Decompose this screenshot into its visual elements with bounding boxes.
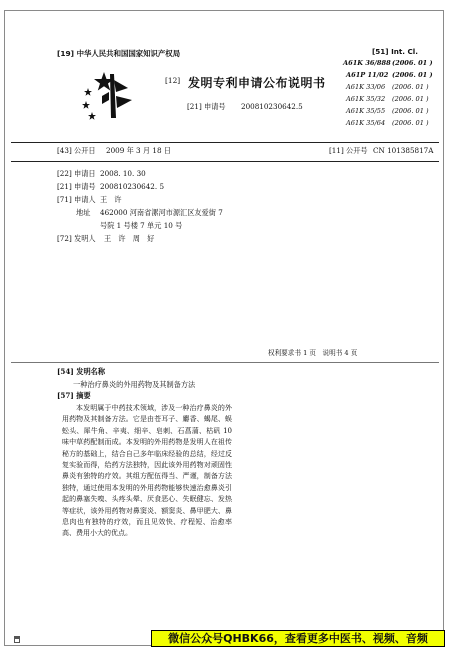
ipc-label: [51] Int. Cl. (372, 47, 419, 56)
ipc-code: A61K 35/64 (346, 119, 386, 127)
ipc-date: (2006. 01 ) (392, 59, 433, 67)
abstract-label: [57] 摘要 (57, 391, 91, 400)
applicant-label: [71] 申请人 (57, 195, 96, 204)
ipc-code: A61K 36/888 (343, 59, 391, 67)
address-label: 地址 (76, 208, 91, 217)
national-emblem-icon (76, 70, 140, 120)
page-count-note: 权利要求书 1 页 说明书 4 页 (268, 349, 358, 357)
ipc-date: (2006. 01 ) (392, 119, 429, 127)
ipc-date: (2006. 01 ) (392, 71, 433, 79)
appno-label: [21] 申请号 (187, 102, 226, 111)
divider (11, 161, 439, 162)
ipc-code: A61K 35/55 (346, 107, 386, 115)
folder-icon (14, 636, 20, 643)
inventor-label: [72] 发明人 (57, 234, 96, 243)
abstract-text (62, 403, 232, 540)
filing-date-label: [22] 申请日 (57, 169, 96, 178)
inventors: 王 许 周 好 (104, 234, 155, 243)
app-number: 200810230642. 5 (100, 182, 165, 191)
title-code: [12] (165, 76, 181, 85)
ipc-code: A61K 33/06 (346, 83, 386, 91)
divider (11, 142, 439, 143)
invention-name-label: [54] 发明名称 (57, 367, 106, 376)
pub-date-label: [43] 公开日 (57, 146, 96, 155)
promo-banner: 微信公众号QHBK66，查看更多中医书、视频、音频 (151, 630, 445, 647)
document-title: 发明专利申请公布说明书 (188, 76, 326, 90)
filing-date: 2008. 10. 30 (100, 169, 146, 178)
applicant: 王 许 (100, 195, 122, 204)
office-name: [19] 中华人民共和国国家知识产权局 (57, 49, 181, 58)
app-number-label: [21] 申请号 (57, 182, 96, 191)
ipc-code: A61P 11/02 (346, 71, 389, 79)
divider (11, 362, 439, 363)
abstract-paragraph: 本发明属于中药技术领域，涉及一种治疗鼻炎的外用药物及其制备方法。它是由苍耳子、麝香、蝎尾、蜈蚣头、犀牛角、辛夷、细辛、皂刺、石菖蒲、枯矾 10 味中草药配制而成。本发明的外用药物是发明人在祖传秘方的基础上，结合自己多年临床经验的总结，经过反复实验而得，给药方法独特，因此该外用药物对顽固性鼻炎有独特的疗效。其组方配伍得当、严谨，制备方法独特，通过使用本发明的外用药物能够快速治愈鼻炎引起的鼻塞失嗅、头疼头晕、厌食恶心、失眠健忘、发热等症状，该外用药物对鼻窦炎、额窦炎、鼻甲肥大、鼻息肉也有独特的疗效，而且见效快、疗程短、治愈率高、费用小大的优点。 (62, 404, 232, 538)
ipc-code: A61K 35/32 (346, 95, 386, 103)
appno-value: 200810230642.5 (241, 102, 303, 111)
pub-no-label: [11] 公开号 (329, 146, 368, 155)
ipc-date: (2006. 01 ) (392, 107, 429, 115)
invention-name: 一种治疗鼻炎的外用药物及其制备方法 (73, 380, 196, 389)
address-line-2: 号院 1 号楼 7 单元 10 号 (100, 221, 183, 230)
pub-no: CN 101385817A (373, 146, 434, 155)
address-line-1: 462000 河南省漯河市源汇区友爱街 7 (100, 208, 223, 217)
pub-date: 2009 年 3 月 18 日 (106, 146, 171, 155)
ipc-date: (2006. 01 ) (392, 95, 429, 103)
ipc-date: (2006. 01 ) (392, 83, 429, 91)
